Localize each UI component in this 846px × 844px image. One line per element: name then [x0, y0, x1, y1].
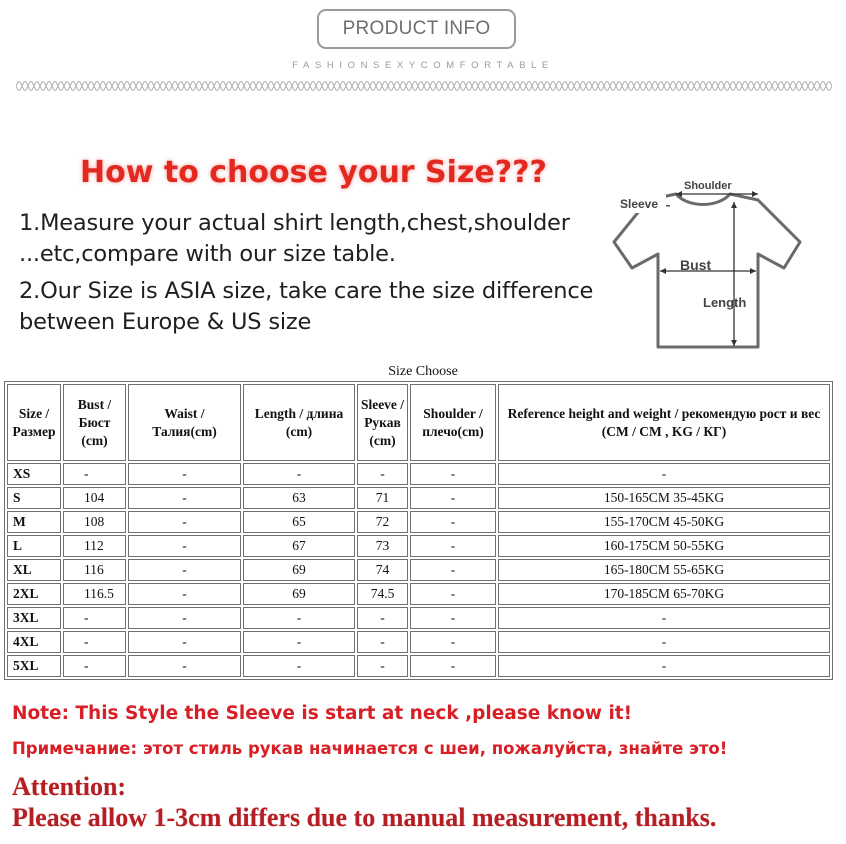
- cell-waist: -: [128, 535, 241, 557]
- cell-sleeve: -: [357, 655, 408, 677]
- table-row: [7, 631, 830, 653]
- cell-sleeve: 71: [357, 487, 408, 509]
- cell-length: -: [243, 607, 355, 629]
- cell-size: L: [7, 535, 61, 557]
- table-row: [7, 607, 830, 629]
- cell-waist: -: [128, 631, 241, 653]
- cell-waist: -: [128, 655, 241, 677]
- cell-bust: -: [63, 607, 126, 629]
- cell-shoulder: -: [410, 511, 496, 533]
- table-row: [7, 487, 830, 509]
- cell-shoulder: -: [410, 487, 496, 509]
- length-label: Length: [703, 295, 747, 310]
- tagline: FASHIONSEXYCOMFORTABLE: [292, 60, 554, 71]
- header-bust: Bust / Бюст (cm): [63, 384, 126, 461]
- cell-sleeve: 74: [357, 559, 408, 581]
- sleeve-label: Sleeve: [620, 197, 659, 211]
- cell-size: XL: [7, 559, 61, 581]
- cell-waist: -: [128, 487, 241, 509]
- cell-length: 69: [243, 559, 355, 581]
- cell-bust: -: [63, 463, 126, 485]
- cell-reference: -: [498, 631, 830, 653]
- header-shoulder: Shoulder / плечо(cm): [410, 384, 496, 461]
- cell-shoulder: -: [410, 631, 496, 653]
- cell-reference: 155-170CM 45-50KG: [498, 511, 830, 533]
- cell-size: S: [7, 487, 61, 509]
- table-row: [7, 511, 830, 533]
- cell-reference: 160-175CM 50-55KG: [498, 535, 830, 557]
- cell-bust: 108: [63, 511, 126, 533]
- cell-shoulder: -: [410, 463, 496, 485]
- header-sleeve: Sleeve / Рукав (cm): [357, 384, 408, 461]
- table-row: [7, 583, 830, 605]
- cell-bust: -: [63, 655, 126, 677]
- cell-size: 4XL: [7, 631, 61, 653]
- size-table: [4, 381, 833, 680]
- instruction-line-4: between Europe & US size: [19, 309, 312, 335]
- cell-size: XS: [7, 463, 61, 485]
- cell-shoulder: -: [410, 583, 496, 605]
- product-info-badge: PRODUCT INFO: [317, 9, 516, 49]
- cell-size: 3XL: [7, 607, 61, 629]
- cell-bust: 116.5: [63, 583, 126, 605]
- instruction-line-1: 1.Measure your actual shirt length,chest,shoulder: [19, 210, 570, 236]
- cell-reference: -: [498, 463, 830, 485]
- header-waist: Waist / Талия(cm): [128, 384, 241, 461]
- cell-reference: -: [498, 607, 830, 629]
- cell-length: 67: [243, 535, 355, 557]
- cell-length: 65: [243, 511, 355, 533]
- bust-label: Bust: [680, 257, 712, 273]
- cell-bust: 112: [63, 535, 126, 557]
- sleeve-note-russian: Примечание: этот стиль рукав начинается с шеи, пожалуйста, знайте это!: [12, 739, 728, 758]
- cell-shoulder: -: [410, 559, 496, 581]
- cell-length: -: [243, 631, 355, 653]
- instruction-line-3: 2.Our Size is ASIA size, take care the size difference: [19, 278, 594, 304]
- table-row: [7, 463, 830, 485]
- cell-size: M: [7, 511, 61, 533]
- tshirt-measurement-diagram: [608, 172, 806, 352]
- cell-length: -: [243, 463, 355, 485]
- cell-waist: -: [128, 583, 241, 605]
- cell-shoulder: -: [410, 655, 496, 677]
- chain-divider: [16, 77, 832, 95]
- instruction-line-2: ...etc,compare with our size table.: [19, 241, 396, 267]
- table-row: [7, 535, 830, 557]
- cell-bust: -: [63, 631, 126, 653]
- cell-waist: -: [128, 607, 241, 629]
- attention-body: Please allow 1-3cm differs due to manual measurement, thanks.: [12, 803, 717, 832]
- cell-reference: 170-185CM 65-70KG: [498, 583, 830, 605]
- cell-sleeve: -: [357, 463, 408, 485]
- size-table-header-row: [7, 384, 830, 461]
- cell-shoulder: -: [410, 535, 496, 557]
- cell-length: 63: [243, 487, 355, 509]
- cell-sleeve: 73: [357, 535, 408, 557]
- cell-length: -: [243, 655, 355, 677]
- cell-sleeve: -: [357, 631, 408, 653]
- cell-sleeve: -: [357, 607, 408, 629]
- sleeve-note-english: Note: This Style the Sleeve is start at neck ,please know it!: [12, 703, 633, 724]
- cell-shoulder: -: [410, 607, 496, 629]
- cell-bust: 104: [63, 487, 126, 509]
- table-row: [7, 655, 830, 677]
- cell-sleeve: 74.5: [357, 583, 408, 605]
- cell-reference: 150-165CM 35-45KG: [498, 487, 830, 509]
- how-to-choose-heading: How to choose your Size???: [80, 155, 547, 190]
- cell-waist: -: [128, 463, 241, 485]
- cell-length: 69: [243, 583, 355, 605]
- cell-size: 2XL: [7, 583, 61, 605]
- cell-sleeve: 72: [357, 511, 408, 533]
- size-table-title: Size Choose: [388, 364, 458, 379]
- header-reference: Reference height and weight / рекомендую рост и вес (CM / CM , KG / КГ): [498, 384, 830, 461]
- cell-waist: -: [128, 559, 241, 581]
- cell-size: 5XL: [7, 655, 61, 677]
- cell-reference: -: [498, 655, 830, 677]
- attention-title: Attention:: [12, 772, 127, 801]
- cell-bust: 116: [63, 559, 126, 581]
- cell-reference: 165-180CM 55-65KG: [498, 559, 830, 581]
- shoulder-label: Shoulder: [684, 180, 732, 192]
- cell-waist: -: [128, 511, 241, 533]
- header-size: Size / Размер: [7, 384, 61, 461]
- table-row: [7, 559, 830, 581]
- header-length: Length / длина (cm): [243, 384, 355, 461]
